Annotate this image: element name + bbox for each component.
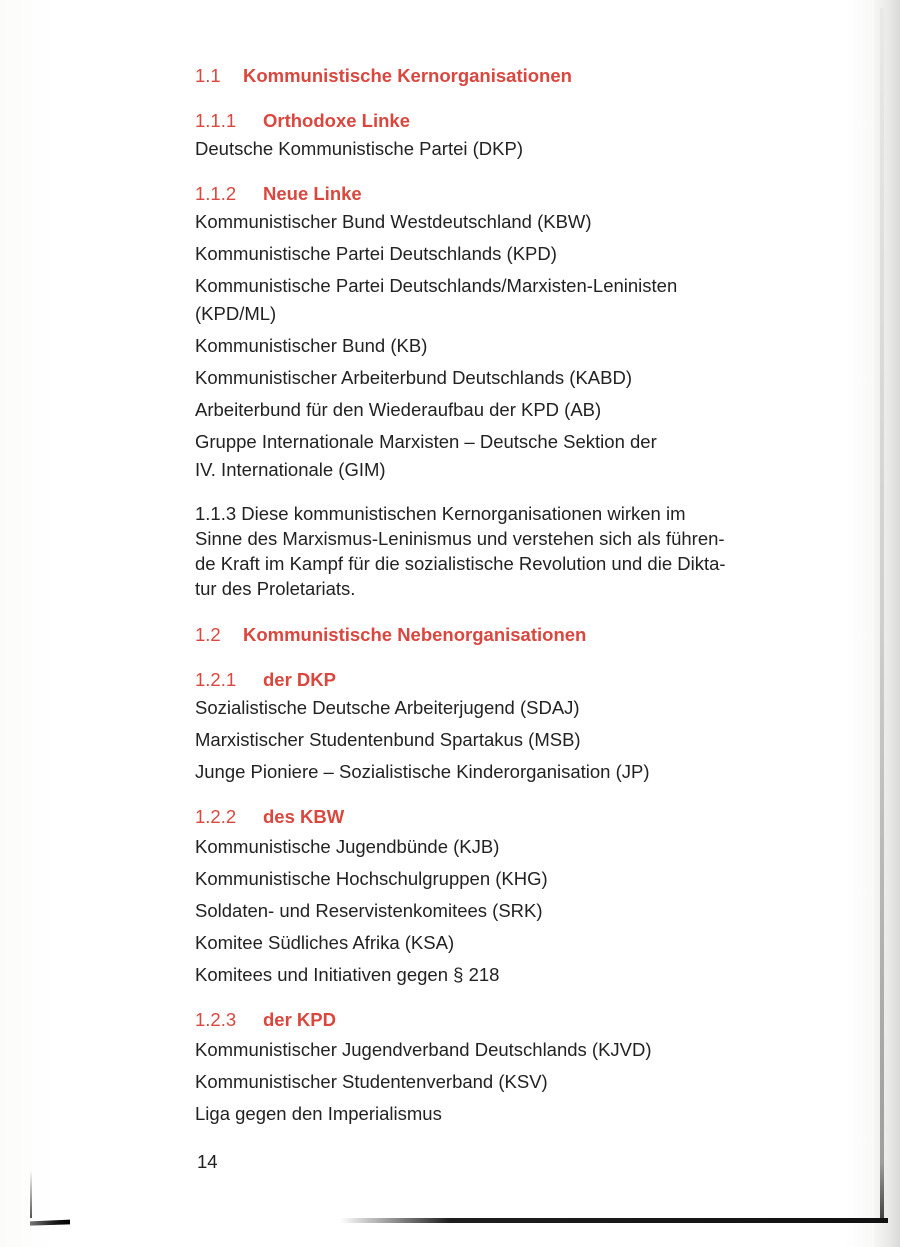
heading-1-1-2 [195, 180, 845, 208]
list-item: Kommunistischer Bund (KB) [195, 335, 428, 356]
list-item: Kommunistischer Studentenverband (KSV) [195, 1071, 548, 1092]
list-item: Arbeiterbund für den Wiederaufbau der KPD (AB) [195, 399, 602, 420]
list-item: Kommunistische Partei Deutschlands (KPD) [195, 243, 557, 264]
heading-number: 1.1 [195, 65, 221, 86]
heading-number: 1.2 [195, 624, 221, 645]
heading-number: 1.1.2 [195, 183, 237, 204]
heading-number: 1.1.1 [195, 110, 237, 131]
heading-1-1 [195, 62, 845, 90]
list-item: Sozialistische Deutsche Arbeiterjugend (SDAJ) [195, 697, 580, 718]
list-item: Kommunistischer Jugendverband Deutschlands (KJVD) [195, 1039, 652, 1060]
heading-title: der DKP [263, 669, 336, 690]
list-item: Kommunistische Hochschulgruppen (KHG) [195, 868, 548, 889]
heading-number: 1.2.3 [195, 1009, 237, 1030]
paragraph-line: 1.1.3 Diese kommunistischen Kernorganisationen wirken im [195, 503, 686, 524]
page-corner-mark [30, 1216, 70, 1228]
heading-title: Kommunistische Kernorganisationen [243, 65, 572, 86]
heading-1-2 [195, 621, 845, 649]
heading-1-1-1 [195, 107, 845, 135]
heading-title: der KPD [263, 1009, 336, 1030]
list-item: Kommunistischer Arbeiterbund Deutschlands (KABD) [195, 367, 632, 388]
page-number: 14 [197, 1151, 218, 1172]
list-item: Kommunistischer Bund Westdeutschland (KBW) [195, 211, 592, 232]
page-edge-shadow [874, 0, 900, 1247]
heading-number: 1.2.2 [195, 806, 237, 827]
page-left-edge-mark [30, 1170, 32, 1218]
paragraph-1-1-3 [195, 501, 845, 601]
heading-title: Neue Linke [263, 183, 362, 204]
heading-1-2-2 [195, 803, 845, 831]
page-bottom-edge [340, 1218, 888, 1223]
list-item: Komitees und Initiativen gegen § 218 [195, 964, 500, 985]
list-item: Soldaten- und Reservistenkomitees (SRK) [195, 900, 543, 921]
heading-number: 1.2.1 [195, 669, 237, 690]
heading-title: Orthodoxe Linke [263, 110, 410, 131]
list-item-continuation: (KPD/ML) [195, 303, 277, 324]
paragraph-line: Sinne des Marxismus-Leninismus und verstehen sich als führen- [195, 528, 725, 549]
list-item: Marxistischer Studentenbund Spartakus (MSB) [195, 729, 581, 750]
page-content [195, 62, 845, 1128]
page-edge-line [880, 8, 884, 1223]
list-item: Komitee Südliches Afrika (KSA) [195, 932, 455, 953]
list-item: Deutsche Kommunistische Partei (DKP) [195, 138, 523, 159]
paragraph-line: de Kraft im Kampf für die sozialistische Revolution und die Dikta- [195, 553, 726, 574]
heading-title: des KBW [263, 806, 345, 827]
heading-1-2-3 [195, 1006, 845, 1034]
list-item: Liga gegen den Imperialismus [195, 1103, 442, 1124]
list-item: Kommunistische Jugendbünde (KJB) [195, 836, 500, 857]
list-item: Kommunistische Partei Deutschlands/Marxisten-Leninisten [195, 275, 678, 296]
list-item: Junge Pioniere – Sozialistische Kinderorganisation (JP) [195, 761, 650, 782]
list-item-continuation: IV. Internationale (GIM) [195, 459, 386, 480]
paragraph-line: tur des Proletariats. [195, 578, 356, 599]
heading-title: Kommunistische Nebenorganisationen [243, 624, 587, 645]
heading-1-2-1 [195, 666, 845, 694]
list-item: Gruppe Internationale Marxisten – Deutsche Sektion der [195, 431, 657, 452]
